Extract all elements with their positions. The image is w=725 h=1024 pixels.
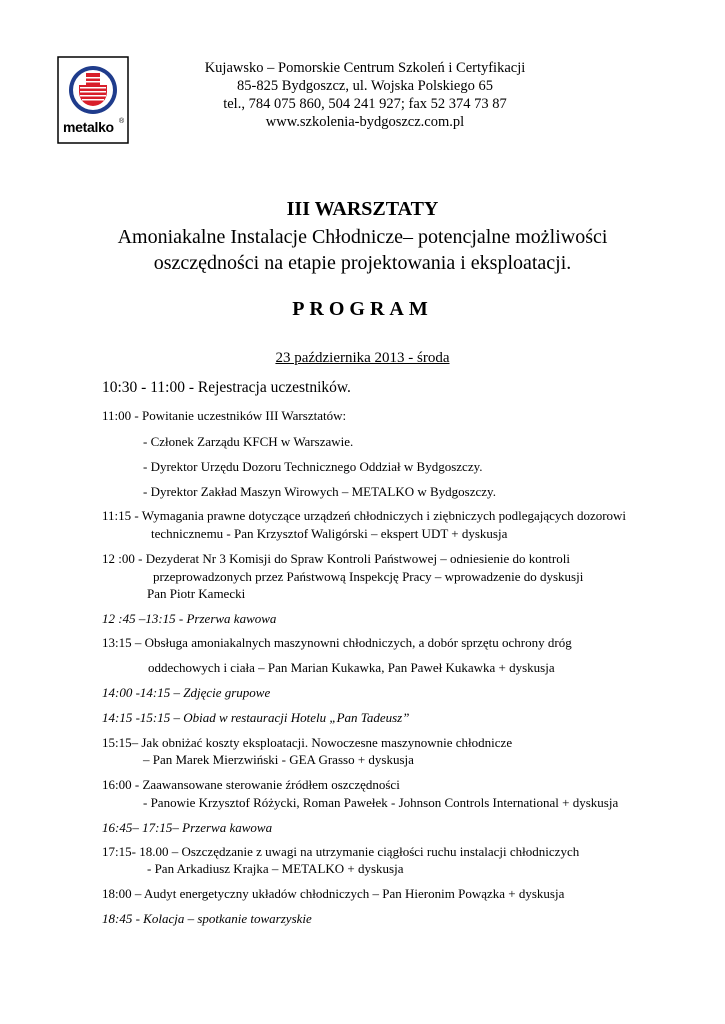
event-subtitle-line1: Amoniakalne Instalacje Chłodnicze– potencjalne możliwości [117, 226, 608, 248]
schedule-line: 18:00 – Audyt energetyczny układów chłodniczych – Pan Hieronim Powązka + dyskusja [102, 886, 565, 901]
schedule-line: 17:15- 18.00 – Oszczędzanie z uwagi na utrzymanie ciągłości ruchu instalacji chłodniczych [102, 844, 580, 859]
event-heading: III WARSZTATY [286, 198, 439, 220]
registered-mark: ® [119, 118, 125, 125]
schedule-line: 10:30 - 11:00 - Rejestracja uczestników. [102, 379, 351, 396]
header-website[interactable]: www.szkolenia-bydgoszcz.com.pl [265, 114, 465, 130]
schedule-line: 11:15 - Wymagania prawne dotyczące urządzeń chłodniczych i ziębniczych podlegających dozorowi [102, 508, 627, 523]
header-institution: Kujawsko – Pomorskie Centrum Szkoleń i Certyfikacji [204, 60, 526, 76]
logo-text: metalko [63, 119, 114, 135]
event-date: 23 października 2013 - środa [275, 350, 450, 366]
schedule-line: - Członek Zarządu KFCH w Warszawie. [143, 434, 354, 449]
schedule-line: 15:15– Jak obniżać koszty eksploatacji. Nowoczesne maszynownie chłodnicze [102, 735, 513, 750]
schedule-line: - Panowie Krzysztof Różycki, Roman Pawełek - Johnson Controls International + dyskusja [143, 795, 619, 810]
schedule-line: – Pan Marek Mierzwiński - GEA Grasso + dyskusja [143, 752, 414, 767]
schedule-line: - Dyrektor Zakład Maszyn Wirowych – METALKO w Bydgoszczy. [143, 484, 496, 499]
header-address: 85-825 Bydgoszcz, ul. Wojska Polskiego 65 [237, 78, 493, 94]
schedule-line: - Dyrektor Urzędu Dozoru Technicznego Oddział w Bydgoszczy. [143, 459, 483, 474]
program-heading: PROGRAM [292, 298, 433, 320]
schedule-line: 18:45 - Kolacja – spotkanie towarzyskie [102, 911, 312, 926]
schedule-line: technicznemu - Pan Krzysztof Waligórski – ekspert UDT + dyskusja [151, 526, 508, 541]
schedule-line: 14:15 -15:15 – Obiad w restauracji Hotelu „Pan Tadeusz” [102, 710, 410, 725]
schedule-line: 12 :00 - Dezyderat Nr 3 Komisji do Spraw Kontroli Państwowej – odniesienie do kontroli [102, 551, 570, 566]
schedule-line: 16:00 - Zaawansowane sterowanie źródłem oszczędności [102, 777, 400, 792]
event-subtitle [0, 224, 725, 276]
schedule-line: 11:00 - Powitanie uczestników III Warsztatów: [102, 408, 347, 423]
schedule-line: 14:00 -14:15 – Zdjęcie grupowe [102, 685, 271, 700]
header-phone: tel., 784 075 860, 504 241 927; fax 52 374 73 87 [223, 96, 507, 112]
schedule-line: przeprowadzonych przez Państwową Inspekcję Pracy – wprowadzenie do dyskusji [153, 569, 584, 584]
schedule-line: 16:45– 17:15– Przerwa kawowa [102, 820, 273, 835]
schedule-line: 13:15 – Obsługa amoniakalnych maszynowni chłodniczych, a dobór sprzętu ochrony dróg [102, 635, 572, 650]
schedule-line: oddechowych i ciała – Pan Marian Kukawka, Pan Paweł Kukawka + dyskusja [148, 660, 555, 675]
schedule-line: - Pan Arkadiusz Krajka – METALKO + dyskusja [147, 861, 404, 876]
metalko-logo [57, 56, 129, 144]
event-subtitle-line2: oszczędności na etapie projektowania i eksploatacji. [153, 252, 572, 274]
schedule-line: Pan Piotr Kamecki [147, 586, 246, 601]
schedule-line: 12 :45 –13:15 - Przerwa kawowa [102, 611, 277, 626]
